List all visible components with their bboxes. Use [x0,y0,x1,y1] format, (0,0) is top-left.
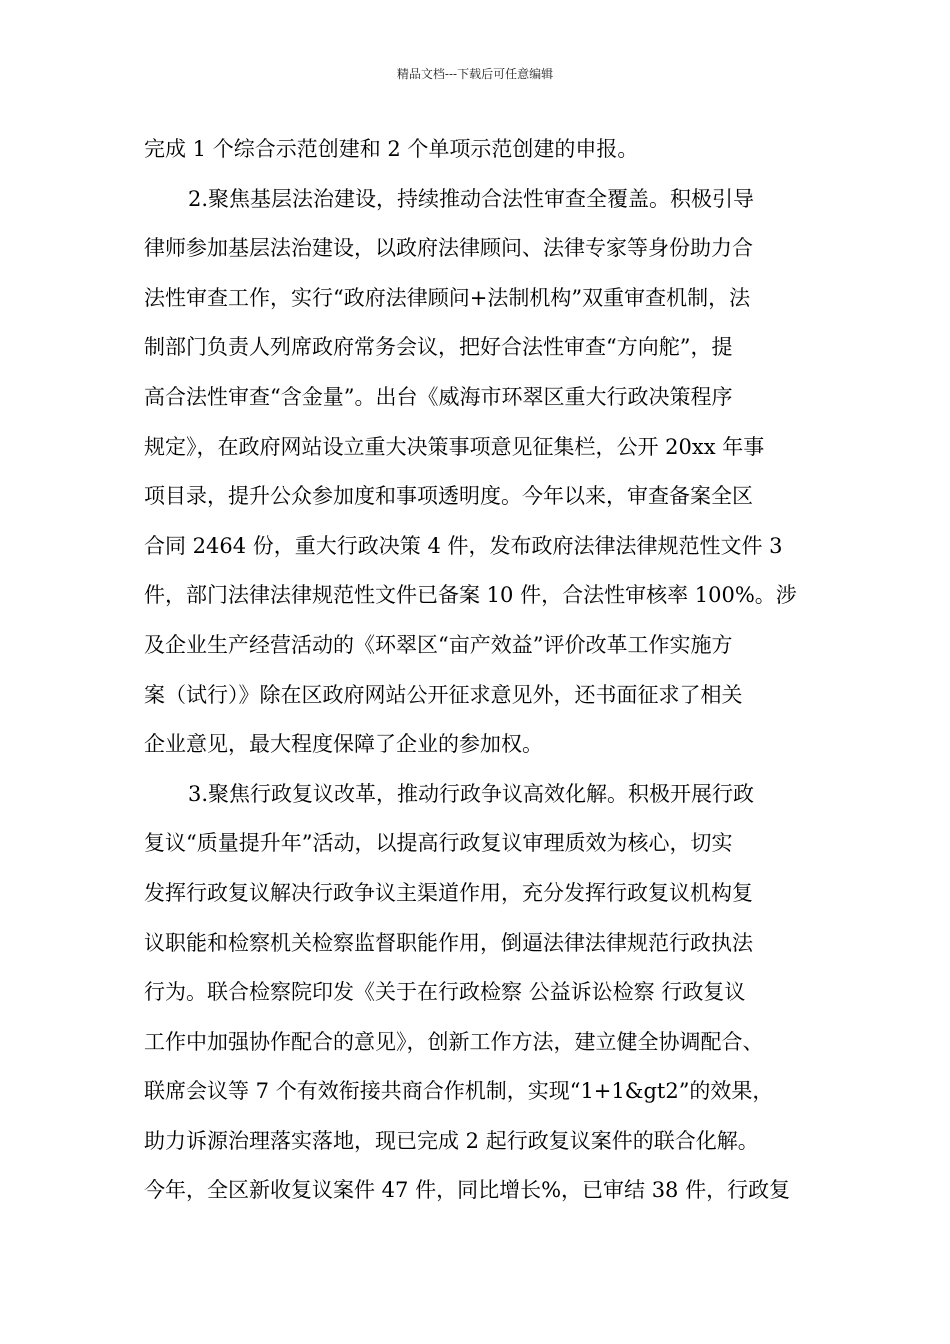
document-body [144,125,820,1216]
text-line: 法性审查工作，实行“政府法律顾问+法制机构”双重审查机制，法 [144,285,751,310]
text-line: 行为。联合检察院印发《关于在行政检察 公益诉讼检察 行政复议 [144,980,746,1005]
text-line: 完成 1 个综合示范创建和 2 个单项示范创建的申报。 [144,137,639,161]
text-line: 3.聚焦行政复议改革，推动行政争议高效化解。积极开展行政 [188,781,755,806]
text-line: 复议“质量提升年”活动，以提高行政复议审理质效为核心，切实 [144,831,733,856]
text-line: 案（试行）》除在区政府网站公开征求意见外，还书面征求了相关 [144,682,743,707]
text-line: 发挥行政复议解决行政争议主渠道作用，充分发挥行政复议机构复 [144,880,753,905]
text-line: 制部门负责人列席政府常务会议，把好合法性审查“方向舵”，提 [144,335,733,360]
text-line: 高合法性审查“含金量”。出台《威海市环翠区重大行政决策程序 [144,384,733,409]
text-line: 工作中加强协作配合的意见》，创新工作方法，建立健全协调配合、 [144,1029,764,1054]
text-line: 助力诉源治理落实落地，现已完成 2 起行政复议案件的联合化解。 [144,1128,759,1153]
text-line: 规定》，在政府网站设立重大决策事项意见征集栏，公开 20xx 年事 [144,434,765,459]
text-line: 律师参加基层法治建设，以政府法律顾问、法律专家等身份助力合 [144,236,753,261]
text-line: 件，部门法律法律规范性文件已备案 10 件，合法性审核率 100%。涉 [144,583,797,608]
text-line: 联席会议等 7 个有效衔接共商合作机制，实现“1+1&gt2”的效果， [144,1079,774,1104]
text-line: 合同 2464 份，重大行政决策 4 件，发布政府法律法律规范性文件 3 [144,533,783,558]
text-line: 议职能和检察机关检察监督职能作用，倒逼法律法律规范行政执法 [144,930,753,955]
text-line: 企业意见，最大程度保障了企业的参加权。 [144,732,543,757]
text-line: 及企业生产经营活动的《环翠区“亩产效益”评价改革工作实施方 [144,632,733,657]
text-line: 2.聚焦基层法治建设，持续推动合法性审查全覆盖。积极引导 [188,186,755,211]
page-header: 精品文档---下载后可任意编辑 [396,67,554,81]
text-line: 项目录，提升公众参加度和事项透明度。今年以来，审查备案全区 [144,484,753,509]
text-line: 今年，全区新收复议案件 47 件，同比增长%，已审结 38 件，行政复 [144,1178,791,1203]
